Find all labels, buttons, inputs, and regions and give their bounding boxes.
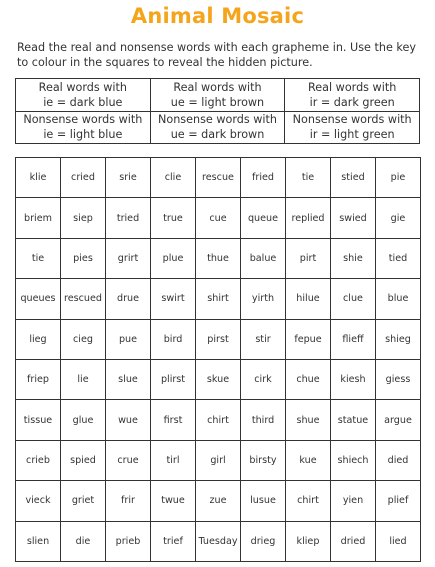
- grid-cell[interactable]: died: [376, 440, 421, 480]
- grid-cell[interactable]: pirst: [196, 319, 241, 359]
- grid-cell[interactable]: prieb: [106, 521, 151, 561]
- grid-cell[interactable]: cue: [196, 198, 241, 238]
- instructions-text: Read the real and nonsense words with each grapheme in. Use the key to colour in the squares to reveal the hidden picture.: [17, 41, 416, 69]
- grid-cell[interactable]: plue: [151, 238, 196, 278]
- grid-cell[interactable]: kliep: [286, 521, 331, 561]
- grid-cell[interactable]: srie: [106, 158, 151, 198]
- grid-cell[interactable]: skue: [196, 359, 241, 399]
- grid-row: [16, 158, 421, 198]
- grid-cell[interactable]: blue: [376, 279, 421, 319]
- grid-cell[interactable]: first: [151, 400, 196, 440]
- grid-cell[interactable]: giess: [376, 359, 421, 399]
- key-cell-line2: ue = dark brown: [170, 128, 265, 142]
- grid-cell[interactable]: fepue: [286, 319, 331, 359]
- grid-cell[interactable]: yirth: [241, 279, 286, 319]
- grid-row: [16, 198, 421, 238]
- grid-cell[interactable]: plirst: [151, 359, 196, 399]
- grid-row: [16, 359, 421, 399]
- key-cell-line1: Nonsense words with: [157, 113, 277, 127]
- grid-cell[interactable]: siep: [61, 198, 106, 238]
- grid-cell[interactable]: shiech: [331, 440, 376, 480]
- key-cell: [285, 111, 420, 144]
- grid-cell[interactable]: girl: [196, 440, 241, 480]
- grid-cell[interactable]: die: [61, 521, 106, 561]
- grid-cell[interactable]: spied: [61, 440, 106, 480]
- grid-cell[interactable]: clie: [151, 158, 196, 198]
- grid-cell[interactable]: flieff: [331, 319, 376, 359]
- grid-cell[interactable]: crieb: [16, 440, 61, 480]
- grid-row: [16, 238, 421, 278]
- grid-cell[interactable]: queue: [241, 198, 286, 238]
- key-cell-line1: Real words with: [173, 80, 262, 94]
- grid-cell[interactable]: stir: [241, 319, 286, 359]
- grid-cell[interactable]: clue: [331, 279, 376, 319]
- grid-cell[interactable]: queues: [16, 279, 61, 319]
- grid-cell[interactable]: drue: [106, 279, 151, 319]
- key-cell: [285, 79, 420, 112]
- grid-cell[interactable]: cieg: [61, 319, 106, 359]
- grid-cell[interactable]: lied: [376, 521, 421, 561]
- grid-cell[interactable]: chue: [286, 359, 331, 399]
- grid-row: [16, 481, 421, 521]
- grid-cell[interactable]: birsty: [241, 440, 286, 480]
- grid-cell[interactable]: rescued: [61, 279, 106, 319]
- grid-cell[interactable]: cirk: [241, 359, 286, 399]
- grid-cell[interactable]: chirt: [286, 481, 331, 521]
- grid-row: [16, 440, 421, 480]
- colour-key-table: [15, 78, 420, 144]
- key-cell: [150, 79, 285, 112]
- key-cell: [150, 111, 285, 144]
- grid-cell[interactable]: frir: [106, 481, 151, 521]
- grid-cell[interactable]: fried: [241, 158, 286, 198]
- grid-cell[interactable]: trief: [151, 521, 196, 561]
- grid-cell[interactable]: Tuesday: [196, 521, 241, 561]
- grid-cell[interactable]: third: [241, 400, 286, 440]
- key-cell: [16, 111, 151, 144]
- grid-cell[interactable]: klie: [16, 158, 61, 198]
- grid-cell[interactable]: true: [151, 198, 196, 238]
- grid-cell[interactable]: glue: [61, 400, 106, 440]
- grid-cell[interactable]: kiesh: [331, 359, 376, 399]
- grid-cell[interactable]: twue: [151, 481, 196, 521]
- grid-cell[interactable]: yien: [331, 481, 376, 521]
- grid-row: [16, 279, 421, 319]
- grid-cell[interactable]: stied: [331, 158, 376, 198]
- grid-cell[interactable]: pirt: [286, 238, 331, 278]
- key-cell-line1: Nonsense words with: [23, 113, 143, 127]
- key-cell-line1: Real words with: [308, 80, 397, 94]
- grid-cell[interactable]: lie: [61, 359, 106, 399]
- grid-cell[interactable]: kue: [286, 440, 331, 480]
- grid-cell[interactable]: pie: [376, 158, 421, 198]
- grid-cell[interactable]: dried: [331, 521, 376, 561]
- key-cell: [16, 79, 151, 112]
- grid-row: [16, 319, 421, 359]
- grid-cell[interactable]: slien: [16, 521, 61, 561]
- grid-cell[interactable]: friep: [16, 359, 61, 399]
- grid-cell[interactable]: zue: [196, 481, 241, 521]
- grid-cell[interactable]: drieg: [241, 521, 286, 561]
- grid-cell[interactable]: tirl: [151, 440, 196, 480]
- grid-cell[interactable]: tissue: [16, 400, 61, 440]
- grid-cell[interactable]: griet: [61, 481, 106, 521]
- grid-cell[interactable]: lusue: [241, 481, 286, 521]
- grid-cell[interactable]: lieg: [16, 319, 61, 359]
- grid-cell[interactable]: plief: [376, 481, 421, 521]
- key-cell-line2: ue = light brown: [170, 95, 265, 109]
- grid-cell[interactable]: argue: [376, 400, 421, 440]
- grid-cell[interactable]: grirt: [106, 238, 151, 278]
- grid-cell[interactable]: hilue: [286, 279, 331, 319]
- key-cell-line2: ir = dark green: [309, 95, 395, 109]
- grid-cell[interactable]: pue: [106, 319, 151, 359]
- grid-cell[interactable]: replied: [286, 198, 331, 238]
- grid-cell[interactable]: shie: [331, 238, 376, 278]
- grid-cell[interactable]: balue: [241, 238, 286, 278]
- grid-cell[interactable]: shirt: [196, 279, 241, 319]
- grid-row: [16, 521, 421, 561]
- key-cell-line1: Nonsense words with: [292, 113, 412, 127]
- grid-cell[interactable]: tie: [16, 238, 61, 278]
- key-row: [16, 79, 420, 112]
- grid-cell[interactable]: gie: [376, 198, 421, 238]
- key-cell-line2: ir = light green: [309, 128, 395, 142]
- mosaic-grid: [15, 157, 421, 562]
- grid-cell[interactable]: tied: [376, 238, 421, 278]
- grid-cell[interactable]: swirt: [151, 279, 196, 319]
- grid-row: [16, 400, 421, 440]
- grid-cell[interactable]: slue: [106, 359, 151, 399]
- grid-cell[interactable]: briem: [16, 198, 61, 238]
- grid-cell[interactable]: tried: [106, 198, 151, 238]
- grid-cell[interactable]: shieg: [376, 319, 421, 359]
- grid-cell[interactable]: vieck: [16, 481, 61, 521]
- grid-cell[interactable]: pies: [61, 238, 106, 278]
- key-row: [16, 111, 420, 144]
- page-title: Animal Mosaic: [130, 4, 305, 28]
- grid-cell[interactable]: shue: [286, 400, 331, 440]
- key-cell-line2: ie = dark blue: [43, 95, 123, 109]
- grid-cell[interactable]: crue: [106, 440, 151, 480]
- grid-cell[interactable]: tie: [286, 158, 331, 198]
- grid-cell[interactable]: swied: [331, 198, 376, 238]
- grid-cell[interactable]: thue: [196, 238, 241, 278]
- grid-cell[interactable]: wue: [106, 400, 151, 440]
- key-cell-line1: Real words with: [38, 80, 127, 94]
- grid-cell[interactable]: statue: [331, 400, 376, 440]
- key-cell-line2: ie = light blue: [43, 128, 123, 142]
- grid-cell[interactable]: bird: [151, 319, 196, 359]
- grid-cell[interactable]: cried: [61, 158, 106, 198]
- grid-cell[interactable]: chirt: [196, 400, 241, 440]
- grid-cell[interactable]: rescue: [196, 158, 241, 198]
